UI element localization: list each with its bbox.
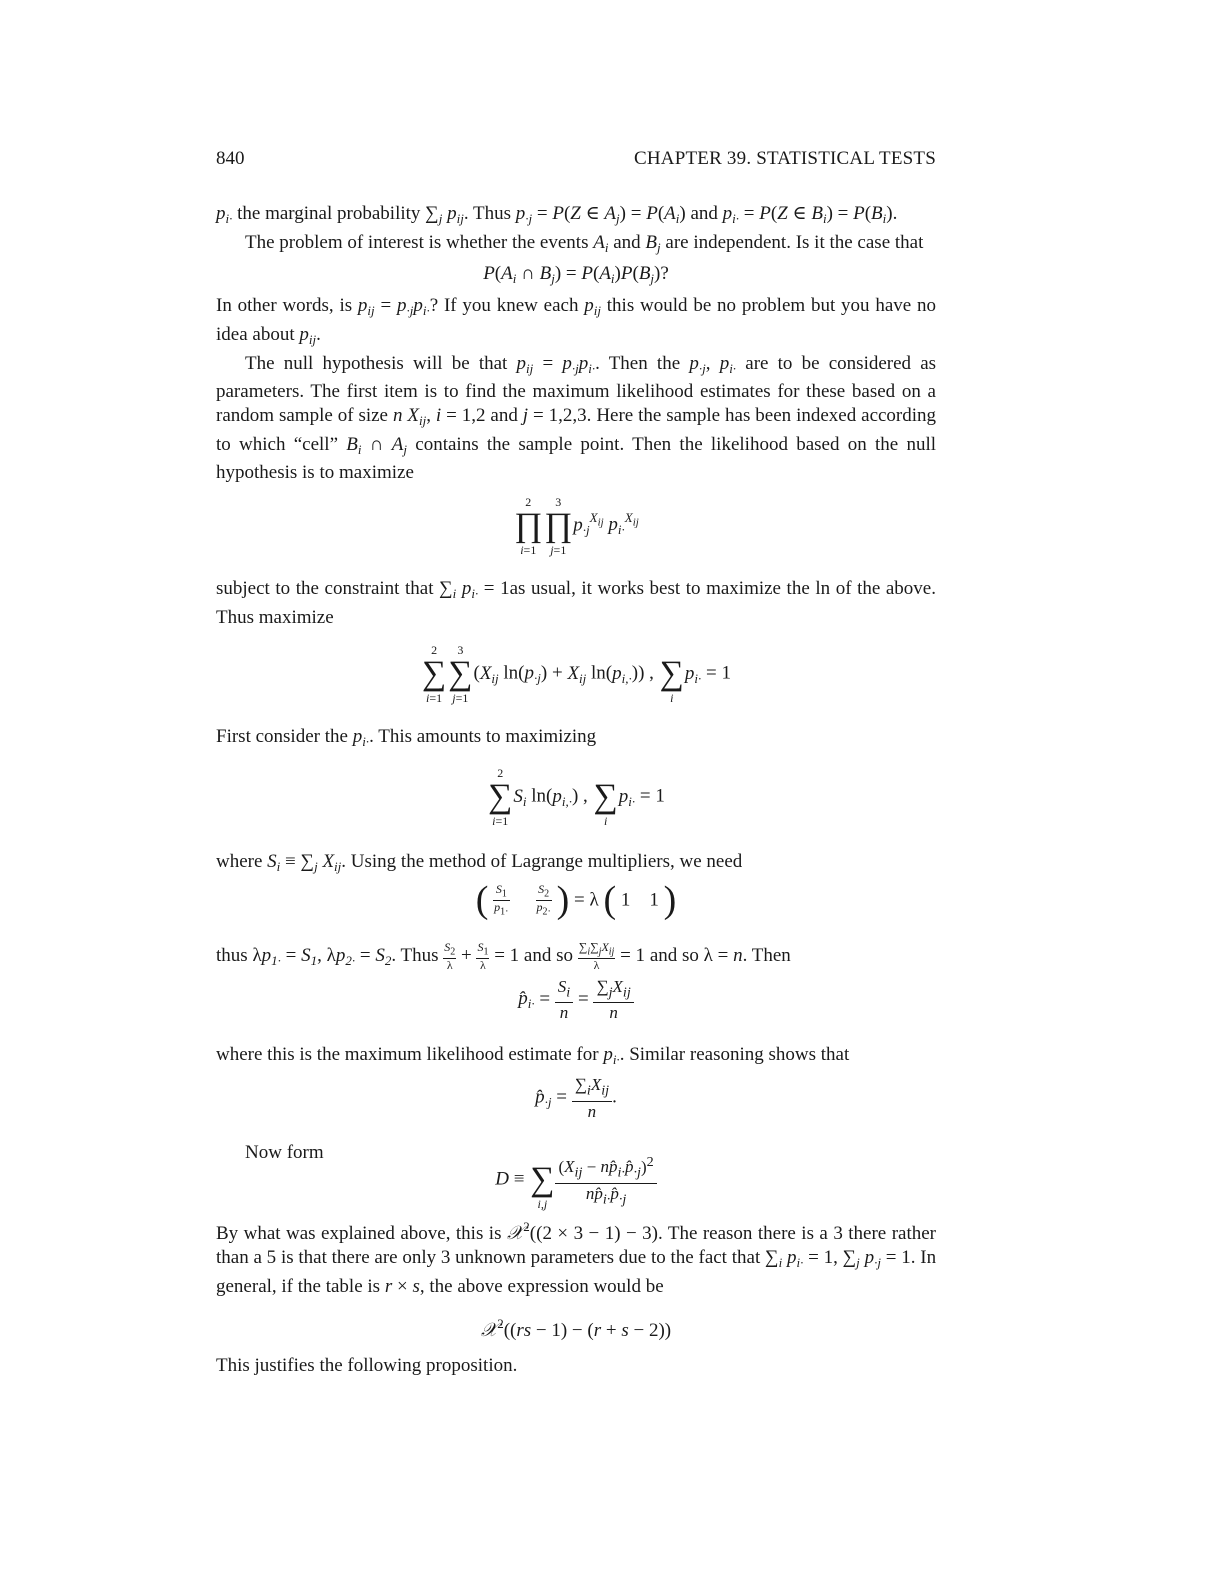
now-form-block	[216, 1141, 936, 1215]
chapter-title: CHAPTER 39. STATISTICAL TESTS	[634, 148, 936, 169]
equation-likelihood: 2 ∏ i=1 3 ∏ j=1 $p_{\cdot j}^{X_{ij}}$ $p_{i\cdot}^{X_{ij}}$	[514, 495, 639, 558]
equation-lagrange: ( $\frac{S_1}{p_{1\cdot}}$ $\frac{S_2}{p_{2\cdot}}$ ) = λ ( 1 1 )	[475, 878, 677, 921]
paragraph: subject to the constraint that $\sum_i$ $p_{i\cdot} = 1as$ usual, it works best to maximize the ln of the above. Thus maximize	[216, 578, 936, 628]
paragraph: Now form	[245, 1142, 324, 1164]
equation-marginal-max: 2 ∑ i=1 $S_i$ $\ln(p_{i,\cdot})$ , ∑ i $p_{i\cdot} = 1$	[488, 766, 665, 829]
equation-log-likelihood: 2 ∑ i=1 3 ∑ j=1 ($X_{ij}$ $\ln(p_{\cdot j}) + X_{ij}$ $\ln(p_{i,\cdot})$) , ∑ i $p_{i\cdot} = 1$	[421, 643, 732, 706]
paragraph: The problem of interest is whether the events $A_i$ and $B_j$ are independent. Is it the case that	[245, 231, 924, 255]
equation-phat-j: $p̂_{\cdot j}$ = $\frac{\sum_iX_{ij}}{n}$ .	[535, 1075, 617, 1121]
paragraph: $p_{i\cdot}$ the marginal probability $\sum_j$ $p_{ij}$. Thus $p_{\cdot j} = P(Z$ ∈ $A_j) = P(A_i)$ and $p_{i\cdot} = P(Z$ ∈ $B_i) = P(B_i)$.	[216, 203, 898, 226]
page-number: 840	[216, 148, 245, 169]
equation-phat-i: $p̂_{i\cdot}$ = $\frac{S_i}{n}$ = $\frac{\sum_jX_{ij}}{n}$	[216, 973, 936, 1043]
paragraph: This justifies the following proposition.	[216, 1355, 518, 1377]
paragraph: In other words, is $p_{ij} = p_{\cdot j}p_{i\cdot}$? If you knew each $p_{ij}$ this would be no problem but you have no idea about $p_{ij}$.	[216, 295, 936, 347]
paragraph: thus $\lambda p_{1\cdot} = S_1$, $\lambda p_{2\cdot} = S_2$. Thus $\frac{S_2}{\lambda}$ + $\frac{S_1}{\lambda}$ = 1 and so $\sum_i\sum_jX_{ij}$ λ = 1 and so λ = n. Then	[216, 939, 791, 973]
paragraph: where this is the maximum likelihood estimate for $p_{i\cdot}$. Similar reasoning shows that	[216, 1043, 850, 1067]
paragraph: First consider the $p_{i\cdot}$. This amounts to maximizing	[216, 726, 597, 750]
page-body	[216, 202, 936, 1378]
paragraph: where $S_i \equiv \sum_j$ $X_{ij}$. Using the method of Lagrange multipliers, we need	[216, 851, 743, 875]
equation-independence: $P(A_i$ ∩ $B_j) = P(A_i)P(B_j)$?	[483, 263, 669, 287]
equation-statistic-d: D ≡ ∑ i,j $\frac{(X_{ij} - np̂_{i\cdot}p̂_{\cdot j})^2}{np̂_{i\cdot}p̂_{\cdot j}}$	[216, 1149, 936, 1211]
paragraph: By what was explained above, this is 𝒳$^2$((2 × 3 − 1) − 3). The reason there is a 3 there rather than a 5 is that there are only 3 unknown parameters due to the fact that $\sum_i$ $p_{i\cdot} = 1$, $\sum_j$ $p_{\cdot j} = 1$. In general, if the table is r × s, the above expression would be	[216, 1219, 937, 1297]
paragraph: The null hypothesis will be that $p_{ij} = p_{\cdot j}p_{i\cdot}$. Then the $p_{\cdot j}$, $p_{i\cdot}$ are to be considered as parameters. The first item is to find the maximum likelihood estimates for these based on a random sample of size n $X_{ij}$, i = 1,2 and j = 1,2,3. Here the sample has been indexed according to which “cell” $B_i$ ∩ $A_j$ contains the sample point. Then the likelihood based on the null hypothesis is to maximize	[216, 352, 937, 484]
equation-chi-square-general: 𝒳$^2$((rs − 1) − (r + s − 2))	[480, 1316, 672, 1342]
